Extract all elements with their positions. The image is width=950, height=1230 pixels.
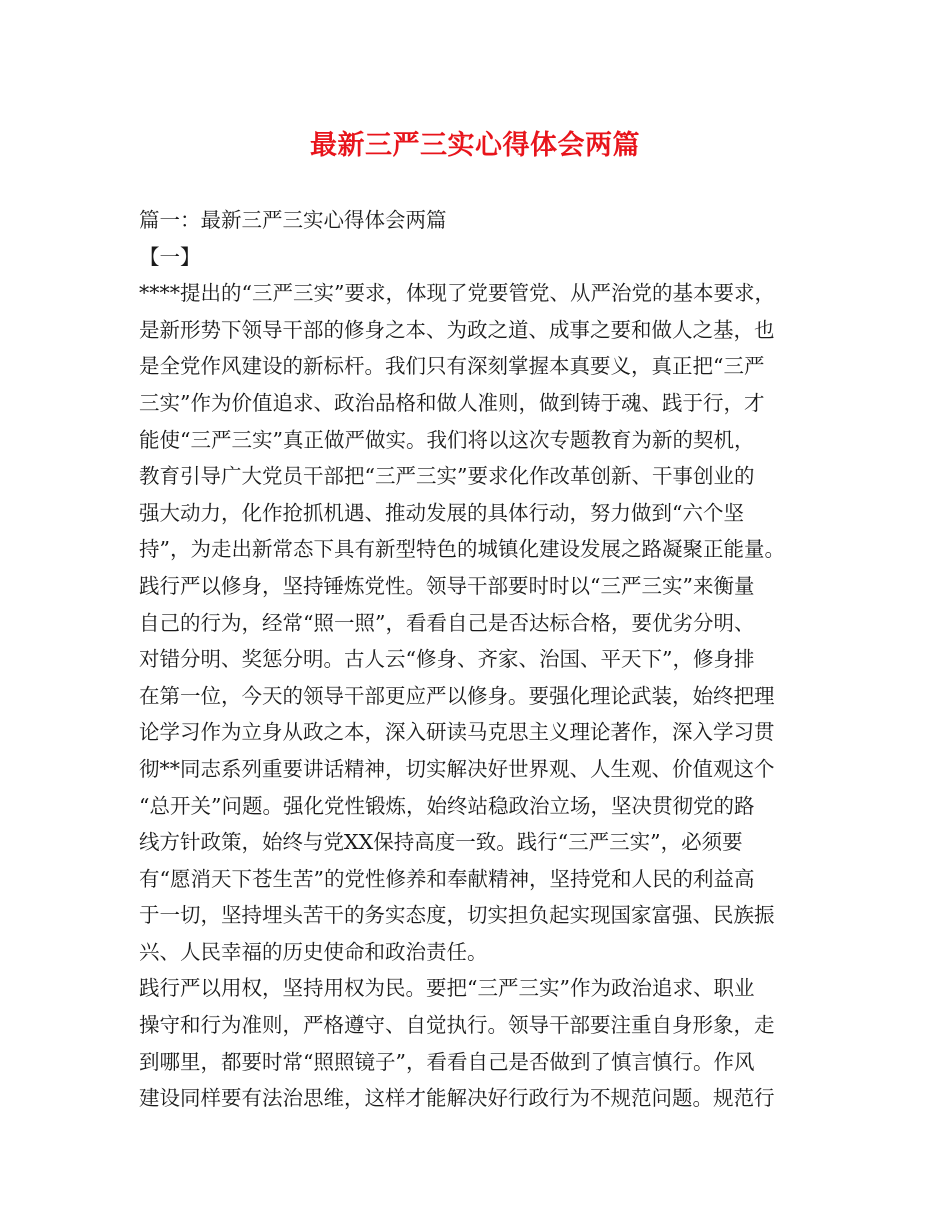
text-line: 篇一：最新三严三实心得体会两篇 (139, 208, 447, 232)
text-line: 彻**同志系列重要讲话精神，切实解决好世界观、人生观、价值观这个 (139, 756, 775, 781)
text-line: 自己的行为，经常“照一照”，看看自己是否达标合格，要优劣分明、 (139, 610, 755, 635)
text-line: 论学习作为立身从政之本，深入研读马克思主义理论著作，深入学习贯 (139, 720, 775, 745)
text-line: 教育引导广大党员干部把“三严三实”要求化作改革创新、干事创业的 (139, 464, 755, 489)
text-line: ****提出的“三严三实”要求，体现了党要管党、从严治党的基本要求， (139, 281, 775, 306)
document-title: 最新三严三实心得体会两篇 (310, 130, 640, 161)
text-line: 建设同样要有法治思维，这样才能解决好行政行为不规范问题。规范行 (139, 1086, 775, 1111)
text-line: 在第一位，今天的领导干部更应严以修身。要强化理论武装，始终把理 (139, 683, 775, 708)
text-line: 于一切，坚持埋头苦干的务实态度，切实担负起实现国家富强、民族振 (139, 903, 775, 928)
document-body (139, 202, 829, 1117)
text-line: 是新形势下领导干部的修身之本、为政之道、成事之要和做人之基，也 (139, 317, 775, 342)
text-line: 三实”作为价值追求、政治品格和做人准则，做到铸于魂、践于行，才 (139, 390, 765, 415)
text-line: 践行严以修身，坚持锤炼党性。领导干部要时时以“三严三实”来衡量 (139, 573, 755, 598)
text-line: 强大动力，化作抢抓机遇、推动发展的具体行动，努力做到“六个坚 (139, 500, 744, 525)
text-line: 践行严以用权，坚持用权为民。要把“三严三实”作为政治追求、职业 (139, 976, 755, 1001)
text-line: 对错分明、奖惩分明。古人云“修身、齐家、治国、平天下”，修身排 (139, 647, 755, 672)
text-line: 线方针政策，始终与党XX保持高度一致。践行“三严三实”，必须要 (139, 830, 743, 855)
text-line: 持”，为走出新常态下具有新型特色的城镇化建设发展之路凝聚正能量。 (139, 537, 785, 562)
text-line: 【一】 (139, 244, 201, 269)
text-line: 操守和行为准则，严格遵守、自觉执行。领导干部要注重自身形象，走 (139, 1013, 775, 1038)
text-line: 是全党作风建设的新标杆。我们只有深刻掌握本真要义，真正把“三严 (139, 354, 765, 379)
text-line: 到哪里，都要时常“照照镜子”，看看自己是否做到了慎言慎行。作风 (139, 1049, 755, 1074)
text-line: “总开关”问题。强化党性锻炼，始终站稳政治立场，坚决贯彻党的路 (139, 793, 755, 818)
text-line: 兴、人民幸福的历史使命和政治责任。 (139, 939, 488, 964)
text-line: 能使“三严三实”真正做严做实。我们将以这次专题教育为新的契机， (139, 427, 755, 452)
text-line: 有“愿消天下苍生苦”的党性修养和奉献精神，坚持党和人民的利益高 (139, 866, 755, 891)
